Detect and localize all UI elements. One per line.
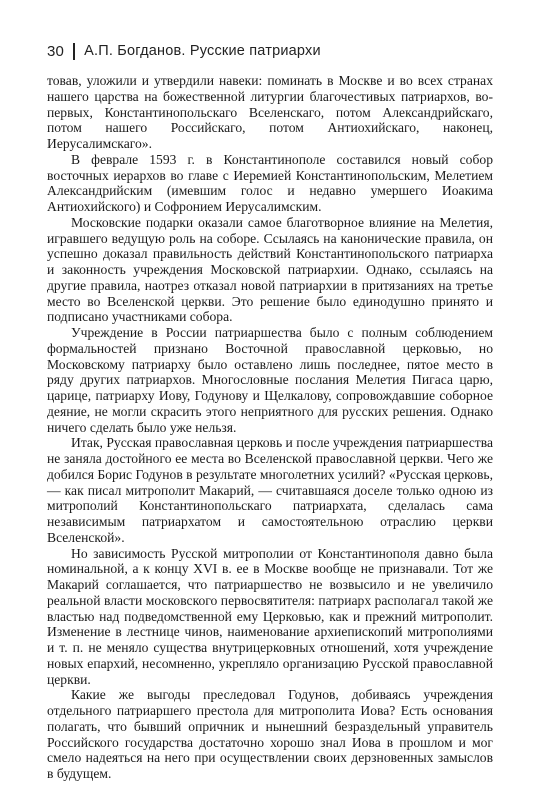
paragraph: Итак, Русская православная церковь и после учреждения патриаршества не заняла достойного ее места во Вселенской православной церкви. Чего же добился Борис Годунов в результате многолетних усилий? «Русская церковь, — как писал митрополит Макарий, — считавшаяся доселе только одною из митрополий Константинопольскаго патриархата, сделалась сама независимым патриархатом и самостоятельною отраслию церкви Вселенской». <box>47 435 493 545</box>
paragraph: Какие же выгоды преследовал Годунов, добиваясь учреждения отдельного патриаршего престола для митрополита Иова? Есть основания полагать, что бывший опричник и нынешний безраздельный управитель Российского государства достаточно хорошо знал Иова в прошлом и мог смело надеяться на него при осуществлении своих дерзновенных замыслов в будущем. <box>47 687 493 781</box>
header-divider <box>73 43 75 60</box>
paragraph: товав, уложили и утвердили навеки: поминать в Москве и во всех странах нашего царства на божественной литургии благочестивых патриархов, во-первых, Константинопольскаго Вселенскаго, потом Александрийскаго, потом нашего Российскаго, потом Антиохийскаго, наконец, Иерусалимскаго». <box>47 73 493 151</box>
paragraph: Но зависимость Русской митрополии от Константинополя давно была номинальной, а к концу XVI в. ее в Москве вообще не признавали. Тот же Макарий соглашается, что патриаршество не возвысило и не увеличило реальной власти московского первосвятителя: патриарх располагал такой же властью над подведомственной ему Церковью, как и прежний митрополит. Изменение в лестнице чинов, наименование архиепископий митрополиями и т. п. не меняло существа внутрицерковных отношений, хотя учреждение новых епархий, несомненно, укрепляло организацию Русской православной церкви. <box>47 545 493 687</box>
page-number: 30 <box>47 42 65 60</box>
body-text <box>47 73 493 782</box>
paragraph: Учреждение в России патриаршества было с полным соблюдением формальностей признано Восточной православной церковью, но Московскому патриарху было оставлено лишь последнее, пятое место в ряду других патриархов. Многословные послания Мелетия Пигаса царю, царице, патриарху Иову, Годунову и Щелкалову, сопровождавшие соборное деяние, не могли скрасить этого неприятного для русских решения. Однако ничего сделать было уже нельзя. <box>47 325 493 435</box>
paragraph: Московские подарки оказали самое благотворное влияние на Мелетия, игравшего ведущую роль на соборе. Ссылаясь на канонические правила, он успешно доказал правильность действий Константинопольского патриарха и законность учреждения Московской патриархии. Однако, ссылаясь на другие правила, наотрез отказал новой патриархии в притязаниях на третье место во Вселенской церкви. Это решение было единодушно принято и подписано участниками собора. <box>47 214 493 325</box>
running-header <box>47 40 321 62</box>
running-title: А.П. Богданов. Русские патриархи <box>84 43 321 59</box>
paragraph: В феврале 1593 г. в Константинополе составился новый собор восточных иерархов во главе с Иеремией Константинопольским, Мелетием Александрийским (имевшим голос и недавно умершего Иоакима Антиохийского) и Софронием Иерусалимским. <box>47 151 493 214</box>
